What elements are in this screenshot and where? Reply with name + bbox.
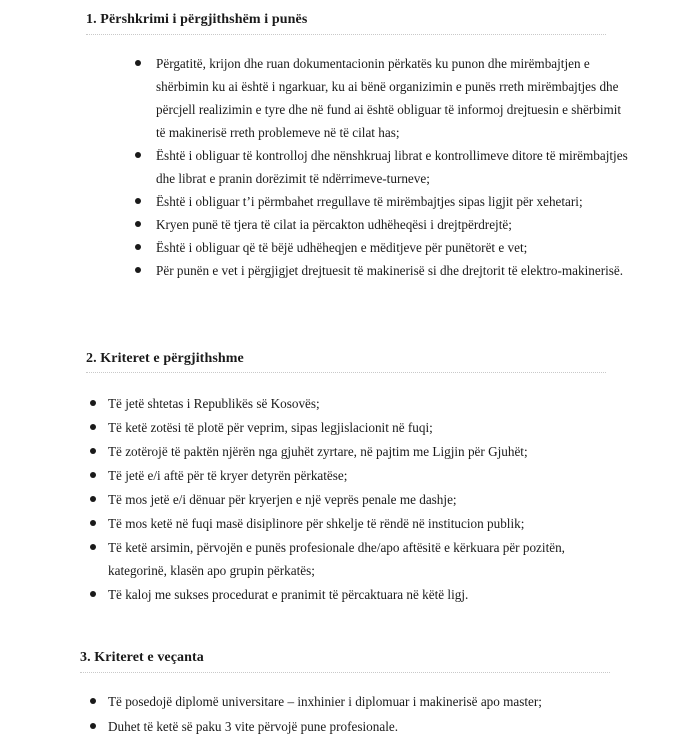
list-item: Të jetë shtetas i Republikës së Kosovës; — [108, 392, 618, 415]
bullet-icon — [135, 60, 141, 66]
bullet-icon — [90, 520, 96, 526]
bullet-icon — [90, 424, 96, 430]
list-item: Të jetë e/i aftë për të kryer detyrën përkatëse; — [108, 464, 618, 487]
list-item: Të ketë arsimin, përvojën e punës profesionale dhe/apo aftësitë e kërkuara për pozitën, kategorinë, klasën apo grupin përkatës; — [108, 536, 618, 582]
bullet-icon — [90, 723, 96, 729]
list-item: Të ketë zotësi të plotë për veprim, sipas legjislacionit në fuqi; — [108, 416, 618, 439]
section-3-heading: 3. Kriteret e veçanta — [80, 650, 204, 665]
bullet-icon — [135, 152, 141, 158]
section-1-divider — [86, 34, 606, 35]
bullet-icon — [135, 221, 141, 227]
list-item: Të mos jetë e/i dënuar për kryerjen e një veprës penale me dashje; — [108, 488, 618, 511]
list-item: Për punën e vet i përgjigjet drejtuesit të makinerisë si dhe drejtorit të elektro-makinerisë. — [156, 259, 631, 282]
list-item: Është i obliguar të kontrolloj dhe nënshkruaj librat e kontrollimeve ditore të mirëmbajtjes dhe librat e pranin dorëzimit të ndërrimeve-turneve; — [156, 144, 631, 190]
list-item: Duhet të ketë së paku 3 vite përvojë pune profesionale. — [108, 715, 648, 738]
list-item: Është i obliguar që të bëjë udhëheqjen e mëditjeve për punëtorët e vet; — [156, 236, 631, 259]
list-item: Përgatitë, krijon dhe ruan dokumentacionin përkatës ku punon dhe mirëmbajtjen e shërbimin ku ai është i ngarkuar, ku ai bënë organizimin e punës rreth mirëmbajtjes dhe përcjell realizimin e tyre dhe në fund ai është obliguar të informoj drejtuesin e shërbimit të makinerisë rreth problemeve në të cilat has; — [156, 52, 631, 144]
bullet-icon — [90, 448, 96, 454]
section-1-heading: 1. Përshkrimi i përgjithshëm i punës — [86, 12, 308, 27]
bullet-icon — [135, 267, 141, 273]
bullet-icon — [135, 244, 141, 250]
section-2-list — [108, 392, 618, 607]
bullet-icon — [90, 544, 96, 550]
list-item: Të posedojë diplomë universitare – inxhinier i diplomuar i makinerisë apo master; — [108, 690, 648, 713]
bullet-icon — [90, 472, 96, 478]
section-3-divider — [80, 672, 610, 673]
section-3-list — [108, 690, 648, 740]
bullet-icon — [90, 591, 96, 597]
section-2-heading: 2. Kriteret e përgjithshme — [86, 351, 244, 366]
list-item: Të zotërojë të paktën njërën nga gjuhët zyrtare, në pajtim me Ligjin për Gjuhët; — [108, 440, 618, 463]
bullet-icon — [135, 198, 141, 204]
section-2-divider — [86, 372, 606, 373]
list-item: Të mos ketë në fuqi masë disiplinore për shkelje të rëndë në institucion publik; — [108, 512, 618, 535]
list-item: Të kaloj me sukses procedurat e pranimit të përcaktuara në këtë ligj. — [108, 583, 618, 606]
bullet-icon — [90, 400, 96, 406]
list-item: Është i obliguar t’i përmbahet rregullave të mirëmbajtjes sipas ligjit për xehetari; — [156, 190, 631, 213]
list-item: Kryen punë të tjera të cilat ia përcakton udhëheqësi i drejtpërdrejtë; — [156, 213, 631, 236]
bullet-icon — [90, 496, 96, 502]
section-1-list — [156, 52, 631, 282]
bullet-icon — [90, 698, 96, 704]
